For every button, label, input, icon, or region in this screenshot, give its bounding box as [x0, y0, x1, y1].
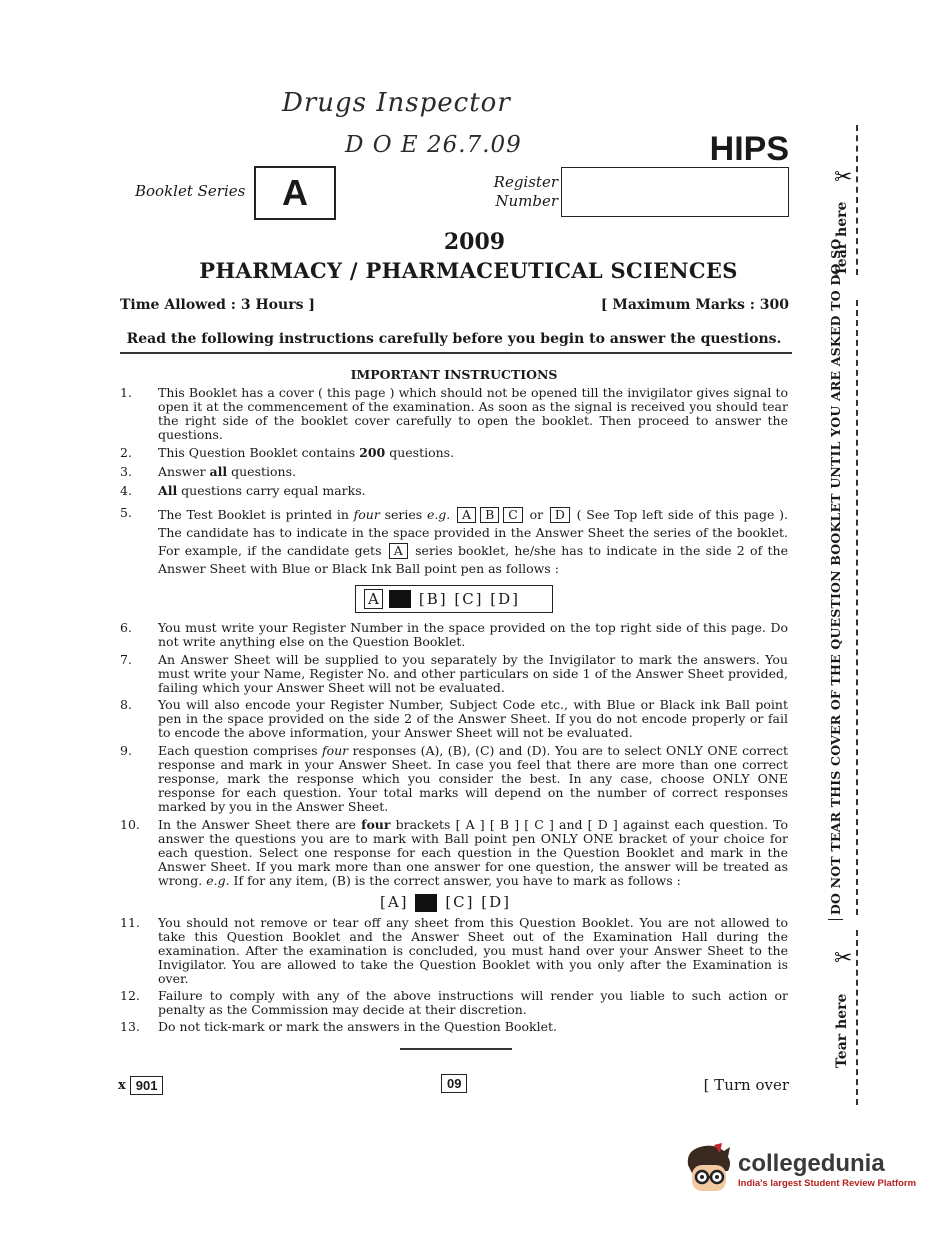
text-italic: four	[353, 507, 380, 522]
instruction-number: 9.	[120, 743, 132, 758]
text-part: In the Answer Sheet there are	[158, 817, 362, 832]
series-sample-c: C	[503, 507, 523, 523]
paper-code-box: 901	[130, 1076, 164, 1095]
instruction-text	[158, 484, 788, 498]
exam-year: 2009	[443, 229, 506, 255]
instruction-number: 4.	[120, 483, 132, 498]
instruction-number: 2.	[120, 445, 132, 460]
register-label-line1: Register	[493, 173, 558, 191]
text-part: Each question comprises	[158, 743, 322, 758]
instruction-text: An Answer Sheet will be supplied to you separately by the Invigilator to mark the answers. You must write your Name, Register No. and other particulars on side 1 of the Answer Sheet provided, failing which your Answer Sheet will not be evaluated.	[158, 652, 788, 695]
mascot-icon	[684, 1143, 734, 1195]
series-sample-a: A	[457, 507, 476, 523]
text-part: series booklet, he/she has to indicate in the side 2 of the Answer Sheet with Blue or Black Ink Ball point pen as follows :	[158, 543, 788, 576]
text-part: questions.	[385, 445, 455, 460]
text-part: questions.	[227, 464, 296, 479]
text-italic: e.g.	[206, 873, 230, 888]
tear-here-bottom: Tear here	[834, 993, 850, 1068]
series-marking-example	[355, 585, 553, 613]
text-italic: e.g.	[426, 507, 451, 522]
register-number-box	[561, 167, 789, 217]
end-divider	[400, 1048, 512, 1050]
register-label-line2: Number	[495, 192, 558, 210]
instruction-number: 3.	[120, 464, 132, 479]
text-part: or	[529, 507, 544, 522]
instruction-text	[158, 818, 788, 888]
instruction-number: 10.	[120, 817, 140, 832]
instruction-text: You should not remove or tear off any sheet from this Question Booklet. You are not allowed to take this Question Booklet and the Answer Sheet out of the Examination Hall during the examination. After the examination is concluded, you must hand over your Answer Sheet to the Invigilator. You are allowed to take the Question Booklet with you only after the Examination is over.	[158, 915, 788, 986]
instruction-number: 12.	[120, 988, 140, 1003]
handwritten-title: Drugs Inspector	[282, 88, 511, 118]
register-number-label	[488, 173, 558, 211]
instruction-number: 1.	[120, 385, 132, 400]
instruction-text	[158, 506, 788, 578]
example-option-a: A	[364, 589, 383, 609]
instructions-title: IMPORTANT INSTRUCTIONS	[350, 367, 558, 382]
brand-tagline: India's largest Student Review Platform	[738, 1177, 917, 1189]
answer-marking-example	[380, 893, 511, 912]
text-part: series	[379, 507, 427, 522]
instruction-text	[158, 465, 788, 479]
booklet-series-label: Booklet Series	[135, 182, 246, 200]
do-not-tear-warning: DO NOT TEAR THIS COVER OF THE QUESTION BOOKLET UNTIL YOU ARE ASKED TO DO SO	[828, 239, 843, 920]
text-part: ( See Top left side of this page ). The candidate has to indicate in the space provided in the Answer Sheet the series of the booklet. For example, if the candidate gets	[158, 507, 788, 558]
instruction-text: This Booklet has a cover ( this page ) which should not be opened till the invigilator gives signal to open it at the commencement of the examination. As soon as the signal is received you should tear the right side of the booklet cover carefully to open the booklet. Then proceed to answer the questions.	[158, 385, 788, 442]
text-bold: four	[361, 817, 391, 832]
example-other-options: [B] [C] [D]	[418, 590, 521, 608]
text-bold: All	[158, 483, 178, 498]
series-sample-d: D	[550, 507, 570, 523]
booklet-series-box: A	[254, 166, 336, 220]
text-part: Answer	[158, 464, 210, 479]
turn-over: [ Turn over	[703, 1076, 789, 1094]
series-sample-b: B	[480, 507, 499, 523]
text-bold: all	[209, 464, 228, 479]
scissors-icon: ✂	[834, 165, 853, 190]
instruction-number: 8.	[120, 697, 132, 712]
tear-line-bottom	[856, 930, 858, 1105]
read-notice: Read the following instructions carefully before you begin to answer the questions.	[126, 331, 782, 347]
subject-title: PHARMACY / PHARMACEUTICAL SCIENCES	[199, 258, 738, 283]
header-divider	[120, 352, 792, 354]
example-other-options: [C] [D]	[445, 893, 512, 911]
page-number-box: 09	[441, 1074, 467, 1093]
text-part: questions carry equal marks.	[177, 483, 366, 498]
text-part: If for any item, (B) is the correct answer, you have to mark as follows :	[229, 873, 681, 888]
text-part: The Test Booklet is printed in	[158, 507, 354, 522]
instruction-number: 5.	[120, 505, 132, 520]
handwritten-date: D O E 26.7.09	[345, 132, 522, 158]
instruction-number: 13.	[120, 1019, 140, 1034]
instruction-text	[158, 446, 788, 460]
paper-code-footer	[118, 1076, 163, 1095]
time-allowed: Time Allowed : 3 Hours ]	[120, 297, 315, 313]
footer-prefix: x	[118, 1078, 126, 1093]
instruction-number: 6.	[120, 620, 132, 635]
paper-code-hips: HIPS	[709, 130, 789, 168]
instruction-text: Do not tick-mark or mark the answers in the Question Booklet.	[158, 1019, 557, 1034]
tear-here-top: Tear here	[834, 201, 850, 276]
instruction-text: You will also encode your Register Number, Subject Code etc., with Blue or Black ink Ball point pen in the space provided on the side 2 of the Answer Sheet. If you do not encode properly or fail to encode the above information, your Answer Sheet will not be evaluated.	[158, 697, 788, 740]
filled-bubble	[389, 590, 411, 608]
example-option-a: [A]	[380, 893, 409, 911]
instruction-number: 11.	[120, 915, 140, 930]
maximum-marks: [ Maximum Marks : 300	[600, 297, 789, 313]
instruction-text	[158, 744, 788, 814]
tear-line-middle	[856, 300, 858, 915]
tear-line-top	[856, 125, 858, 275]
instruction-text: You must write your Register Number in the space provided on the top right side of this page. Do not write anything else on the Question Booklet.	[158, 620, 788, 649]
brand-name: collegedunia	[738, 1149, 885, 1177]
instruction-number: 7.	[120, 652, 132, 667]
scissors-icon: ✂	[834, 946, 853, 971]
page-number	[441, 1076, 467, 1092]
series-sample-a-example: A	[389, 543, 408, 559]
text-part: responses (A), (B), (C) and (D). You are to select ONLY ONE correct response and mark in your Answer Sheet. In case you feel that there are more than one correct response, mark the response which you consider the best. In any case, choose ONLY ONE response for each question. Your total marks will depend on the number of correct responses marked by you in the Answer Sheet.	[158, 743, 788, 814]
text-bold: 200	[359, 445, 386, 460]
text-part: brackets [ A ] [ B ] [ C ] and [ D ] against each question. To answer the questions you are to mark with Ball point pen ONLY ONE bracket of your choice for each question. Select one response for each question in the Question Booklet and mark in the Answer Sheet. If you mark more than one answer for one question, the answer will be treated as wrong.	[158, 817, 788, 888]
instruction-text: Failure to comply with any of the above instructions will render you liable to such action or penalty as the Commission may decide at their discretion.	[158, 988, 788, 1017]
filled-bubble	[415, 894, 437, 912]
collegedunia-logo	[684, 1143, 916, 1195]
text-part: This Question Booklet contains	[158, 445, 360, 460]
text-italic: four	[321, 743, 349, 758]
